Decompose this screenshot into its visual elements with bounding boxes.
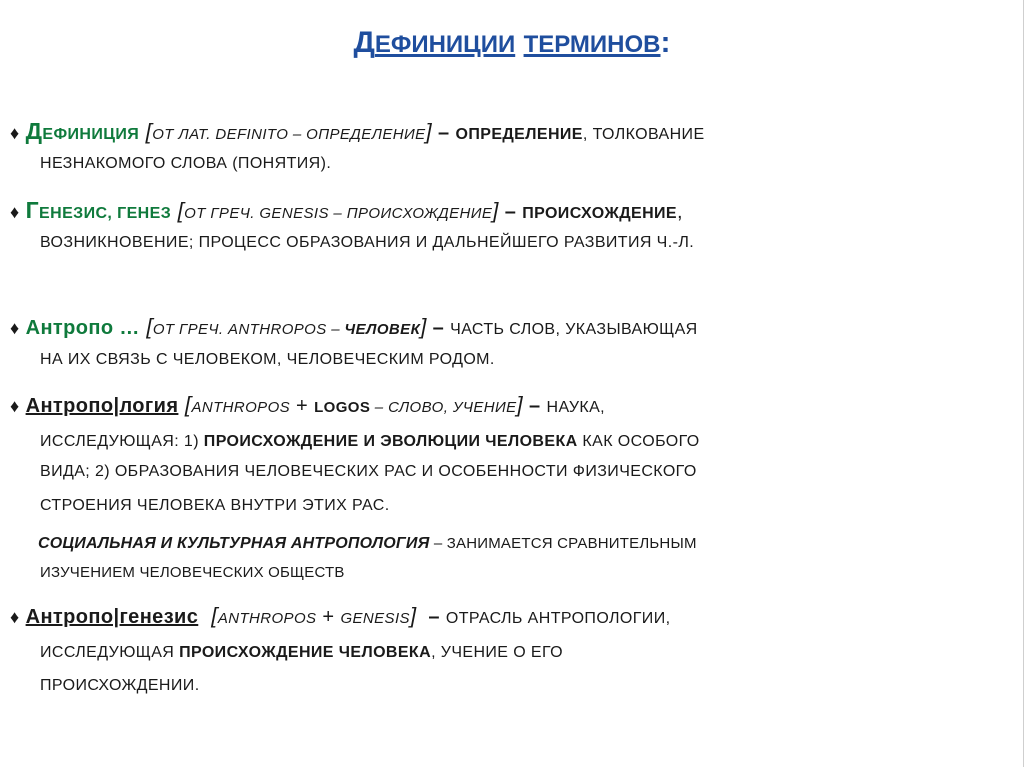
entry-anthropology-line-1: ♦ Антропо|логия [ANTHROPOS + LOGOS – СЛОВО, УЧЕНИЕ] – НАУКА, bbox=[10, 392, 606, 417]
entry-genesis-line-1: ♦ ГЕНЕЗИС, ГЕНЕЗ [ОТ ГРЕЧ. GENESIS – ПРОИСХОЖДЕНИЕ] – ПРОИСХОЖДЕНИЕ, bbox=[10, 197, 683, 223]
diamond-bullet-icon: ♦ bbox=[10, 318, 20, 338]
entry-social-line-1: СОЦИАЛЬНАЯ И КУЛЬТУРНАЯ АНТРОПОЛОГИЯ – ЗАНИМАЕТСЯ СРАВНИТЕЛЬНЫМ bbox=[38, 535, 697, 552]
diamond-bullet-icon: ♦ bbox=[10, 123, 20, 143]
entry-anthropology-line-2: ИССЛЕДУЮЩАЯ: 1) ПРОИСХОЖДЕНИЕ И ЭВОЛЮЦИИ ЧЕЛОВЕКА КАК ОСОБОГО bbox=[40, 433, 700, 450]
term-anthropology: Антропо|логия bbox=[25, 395, 179, 417]
entry-genesis-line-2: ВОЗНИКНОВЕНИЕ; ПРОЦЕСС ОБРАЗОВАНИЯ И ДАЛЬНЕЙШЕГО РАЗВИТИЯ Ч.-Л. bbox=[40, 234, 695, 251]
term-definition: ДЕФИНИЦИЯ bbox=[25, 118, 140, 144]
entry-anthropogenesis-line-2: ИССЛЕДУЮЩАЯ ПРОИСХОЖДЕНИЕ ЧЕЛОВЕКА, УЧЕНИЕ О ЕГО bbox=[40, 644, 563, 661]
entry-anthropo-line-1: ♦ Антропо … [ОТ ГРЕЧ. ANTHROPOS – ЧЕЛОВЕК] – ЧАСТЬ СЛОВ, УКАЗЫВАЮЩАЯ bbox=[10, 314, 698, 339]
diamond-bullet-icon: ♦ bbox=[10, 202, 20, 222]
title-word-2: ТЕРМИНОВ bbox=[523, 31, 661, 58]
term-anthropo: Антропо … bbox=[25, 317, 140, 339]
entry-definition-line-2: НЕЗНАКОМОГО СЛОВА (ПОНЯТИЯ). bbox=[40, 155, 332, 172]
entry-anthropogenesis-line-1: ♦ Антропо|генезис [ANTHROPOS + GENESIS] – ОТРАСЛЬ АНТРОПОЛОГИИ, bbox=[10, 603, 671, 628]
entry-anthropology-line-3: ВИДА; 2) ОБРАЗОВАНИЯ ЧЕЛОВЕЧЕСКИХ РАС И ОСОБЕННОСТИ ФИЗИЧЕСКОГО bbox=[40, 463, 697, 480]
page-title: ДЕФИНИЦИИ ТЕРМИНОВ: bbox=[353, 26, 671, 59]
entry-anthropo-line-2: НА ИХ СВЯЗЬ С ЧЕЛОВЕКОМ, ЧЕЛОВЕЧЕСКИМ РОДОМ. bbox=[40, 351, 495, 368]
entry-social-line-2: ИЗУЧЕНИЕМ ЧЕЛОВЕЧЕСКИХ ОБЩЕСТВ bbox=[40, 564, 345, 581]
term-genesis: ГЕНЕЗИС, ГЕНЕЗ bbox=[25, 197, 172, 223]
entry-definition-line-1: ♦ ДЕФИНИЦИЯ [ОТ ЛАТ. DEFINITO – ОПРЕДЕЛЕНИЕ] – ОПРЕДЕЛЕНИЕ, ТОЛКОВАНИЕ bbox=[10, 118, 705, 144]
entry-anthropogenesis-line-3: ПРОИСХОЖДЕНИИ. bbox=[40, 677, 200, 694]
title-word-1: ДЕФИНИЦИИ bbox=[353, 26, 516, 59]
diamond-bullet-icon: ♦ bbox=[10, 607, 20, 627]
term-anthropogenesis: Антропо|генезис bbox=[25, 606, 199, 628]
diamond-bullet-icon: ♦ bbox=[10, 396, 20, 416]
entry-anthropology-line-4: СТРОЕНИЯ ЧЕЛОВЕКА ВНУТРИ ЭТИХ РАС. bbox=[40, 497, 390, 514]
